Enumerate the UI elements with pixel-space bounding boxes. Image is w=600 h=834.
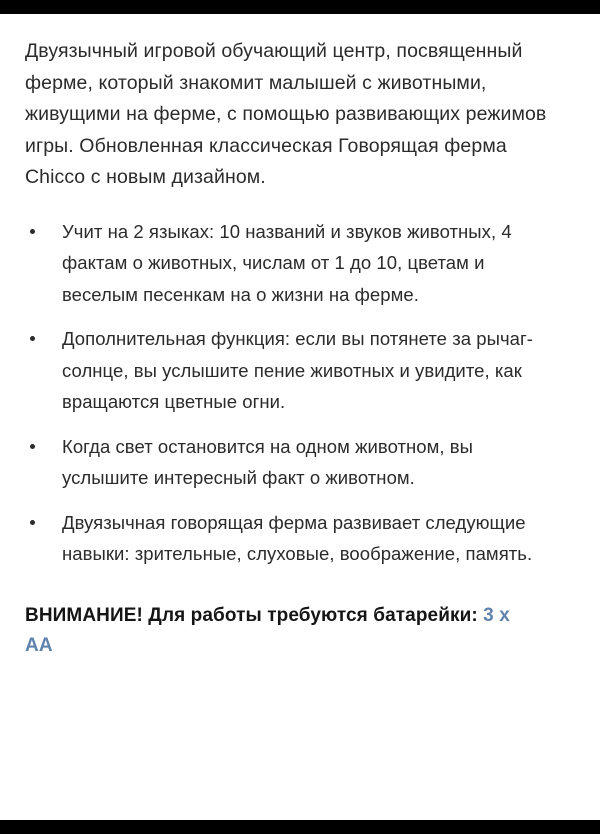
description-content: [0, 14, 600, 820]
list-item-text: Дополнительная функция: если вы потянете за рычаг-солнце, вы услышите пение животных и увидите, как вращаются цветные огни.: [62, 328, 533, 412]
letterbox-bar-top: [0, 0, 600, 14]
list-item-text: Учит на 2 языках: 10 названий и звуков животных, 4 фактам о животных, числам от 1 до 10, цветам и веселым песенкам на о жизни на ферме.: [62, 220, 512, 305]
battery-warning-value: 3 x AA: [25, 604, 510, 656]
letterbox-bar-bottom: [0, 820, 600, 834]
battery-warning-label: ВНИМАНИЕ! Для работы требуются батарейки:: [25, 604, 484, 626]
list-item: [0, 507, 548, 570]
list-item-text: Когда свет остановится на одном животном, вы услышите интересный факт о животном.: [62, 435, 473, 488]
list-item: [0, 431, 548, 494]
bullet-dot-icon: [30, 336, 35, 341]
list-item-text: Двуязычная говорящая ферма развивает следующие навыки: зрительные, слуховые, воображение, память.: [62, 511, 533, 564]
bullet-dot-icon: [30, 444, 35, 449]
feature-list: [0, 194, 600, 570]
list-item: [0, 323, 548, 418]
bullet-dot-icon: [30, 520, 35, 525]
intro-paragraph: Двуязычный игровой обучающий центр, посвященный ферме, который знакомит малышей с животными, живущими на ферме, с помощью развивающих режимов игры. Обновленная классическая Говорящая ферма Chicco с новым дизайном.: [25, 40, 547, 188]
avito-wordmark: Avito: [542, 795, 588, 817]
battery-warning: [0, 570, 600, 661]
bullet-dot-icon: [30, 229, 35, 234]
list-item: [0, 216, 548, 311]
